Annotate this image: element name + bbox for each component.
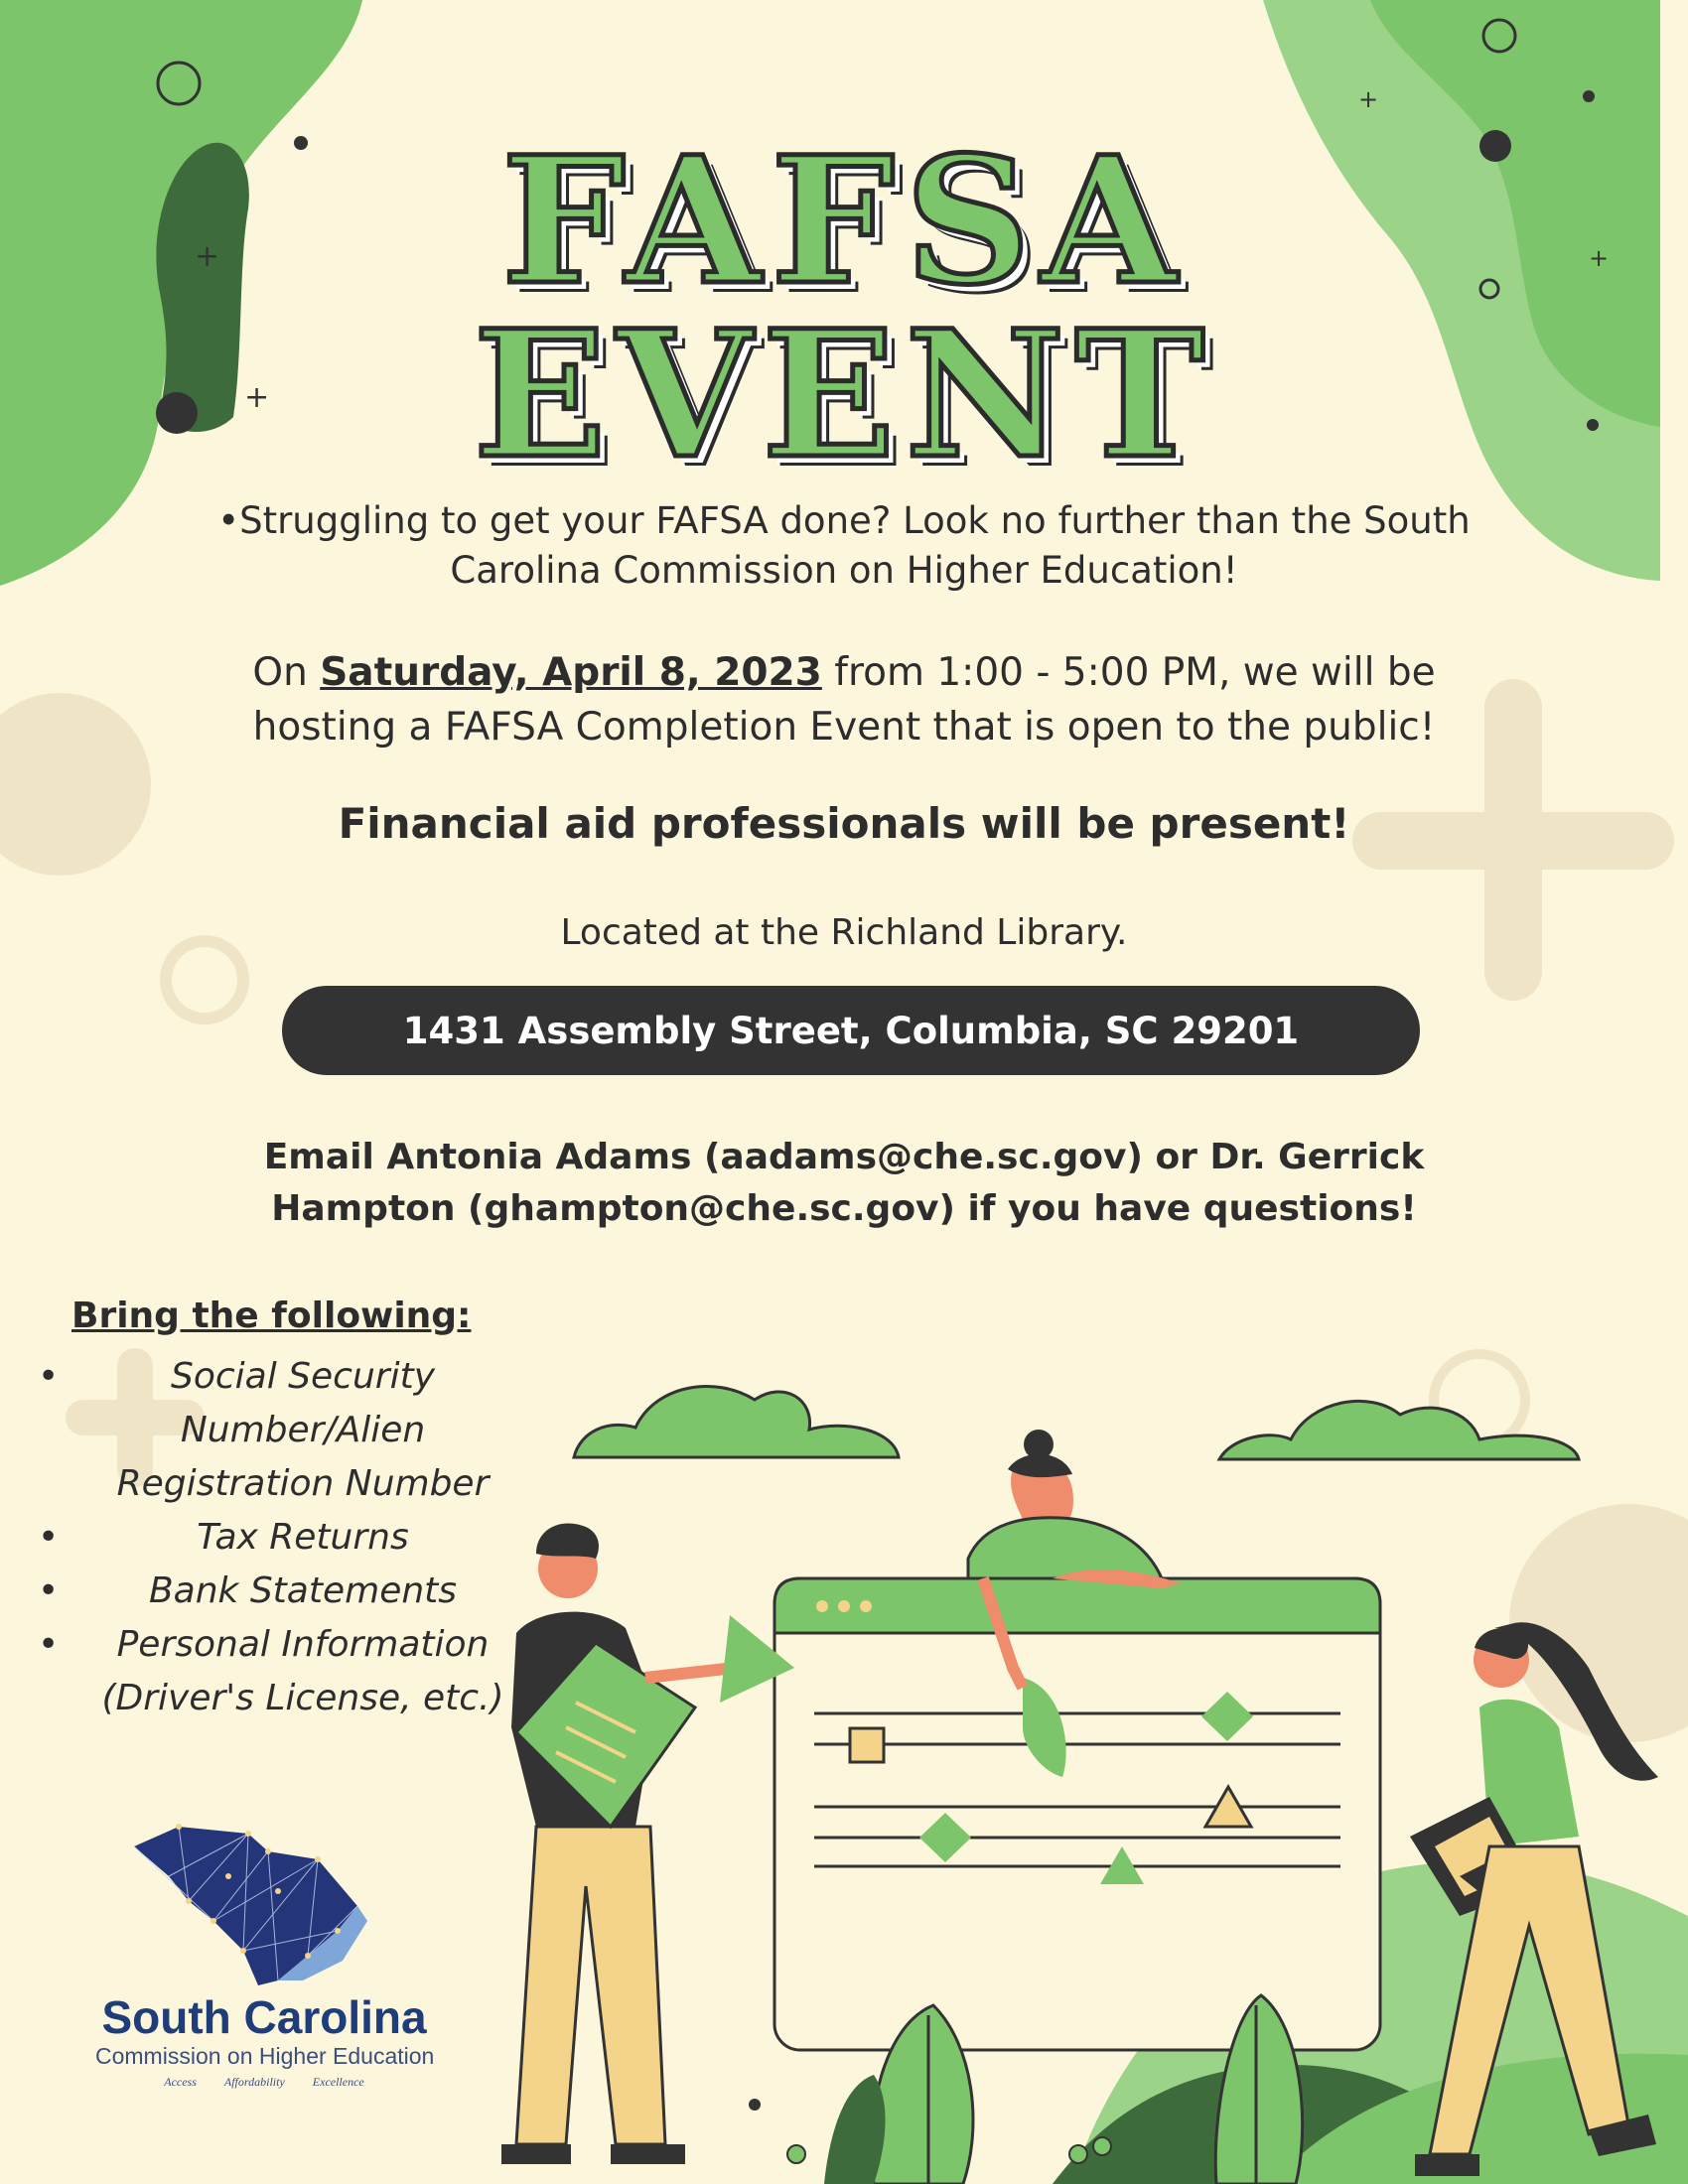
item-line: Number/Alien [180, 1410, 426, 1450]
address-banner [282, 986, 1420, 1075]
intro-text [179, 496, 1509, 596]
logo-tag: Affordability [223, 2075, 285, 2089]
logo-subtitle: Commission on Higher Education [95, 2043, 435, 2069]
bullet-icon: • [38, 1624, 60, 1665]
event-details [159, 645, 1529, 754]
contact-line-2: Hampton (ghampton@che.sc.gov) if you have questions! [271, 1188, 1417, 1229]
list-item [30, 1618, 526, 1725]
event-time: from 1:00 - 5:00 PM, we will be [821, 650, 1436, 695]
logo-tag: Excellence [312, 2075, 364, 2089]
beige-ring [1434, 1354, 1525, 1445]
item-line: Tax Returns [197, 1517, 409, 1558]
address-text: 1431 Assembly Street, Columbia, SC 29201 [402, 1009, 1300, 1052]
svg-text:+: + [244, 380, 270, 415]
bullet-icon: • [38, 1356, 60, 1397]
title-fafsa: FAFSA [501, 118, 1187, 324]
item-line: Bank Statements [148, 1570, 458, 1611]
event-date: Saturday, April 8, 2023 [320, 650, 822, 695]
contact-line-1: Email Antonia Adams (aadams@che.sc.gov) or Dr. Gerrick [263, 1137, 1425, 1177]
item-line: Registration Number [116, 1463, 490, 1504]
bullet-icon: • [38, 1570, 60, 1611]
intro-line-1: •Struggling to get your FAFSA done? Look no further than the South [217, 499, 1471, 542]
event-prefix: On [252, 650, 321, 695]
south-carolina-map-logo-icon [129, 1822, 377, 1990]
dot-deco [1583, 90, 1595, 102]
logo-tagline [95, 2075, 433, 2090]
svg-text:+: + [1358, 85, 1379, 113]
event-line-2: hosting a FAFSA Completion Event that is open to the public! [252, 705, 1436, 750]
bring-list [30, 1350, 526, 1725]
professionals-note: Financial aid professionals will be present! [338, 799, 1350, 848]
item-line: Personal Information [116, 1624, 490, 1665]
logo-name: South Carolina [101, 1991, 427, 2043]
item-line: Social Security [170, 1356, 435, 1397]
bring-heading: Bring the following: [71, 1296, 472, 1336]
list-item [30, 1350, 526, 1511]
beige-circle [0, 693, 151, 876]
location-text: Located at the Richland Library. [560, 912, 1128, 953]
bullet-icon: • [38, 1517, 60, 1558]
list-item [30, 1565, 526, 1618]
intro-line-2: Carolina Commission on Higher Education! [450, 549, 1238, 592]
title-event: EVENT [473, 292, 1215, 497]
svg-text:+: + [195, 239, 220, 274]
svg-text:+: + [1589, 244, 1610, 272]
list-item [30, 1511, 526, 1565]
beige-circle [1509, 1504, 1688, 1742]
logo-tag: Access [164, 2075, 197, 2089]
contact-info [179, 1132, 1509, 1235]
event-line-1 [159, 645, 1529, 700]
item-line: (Driver's License, etc.) [101, 1678, 504, 1718]
